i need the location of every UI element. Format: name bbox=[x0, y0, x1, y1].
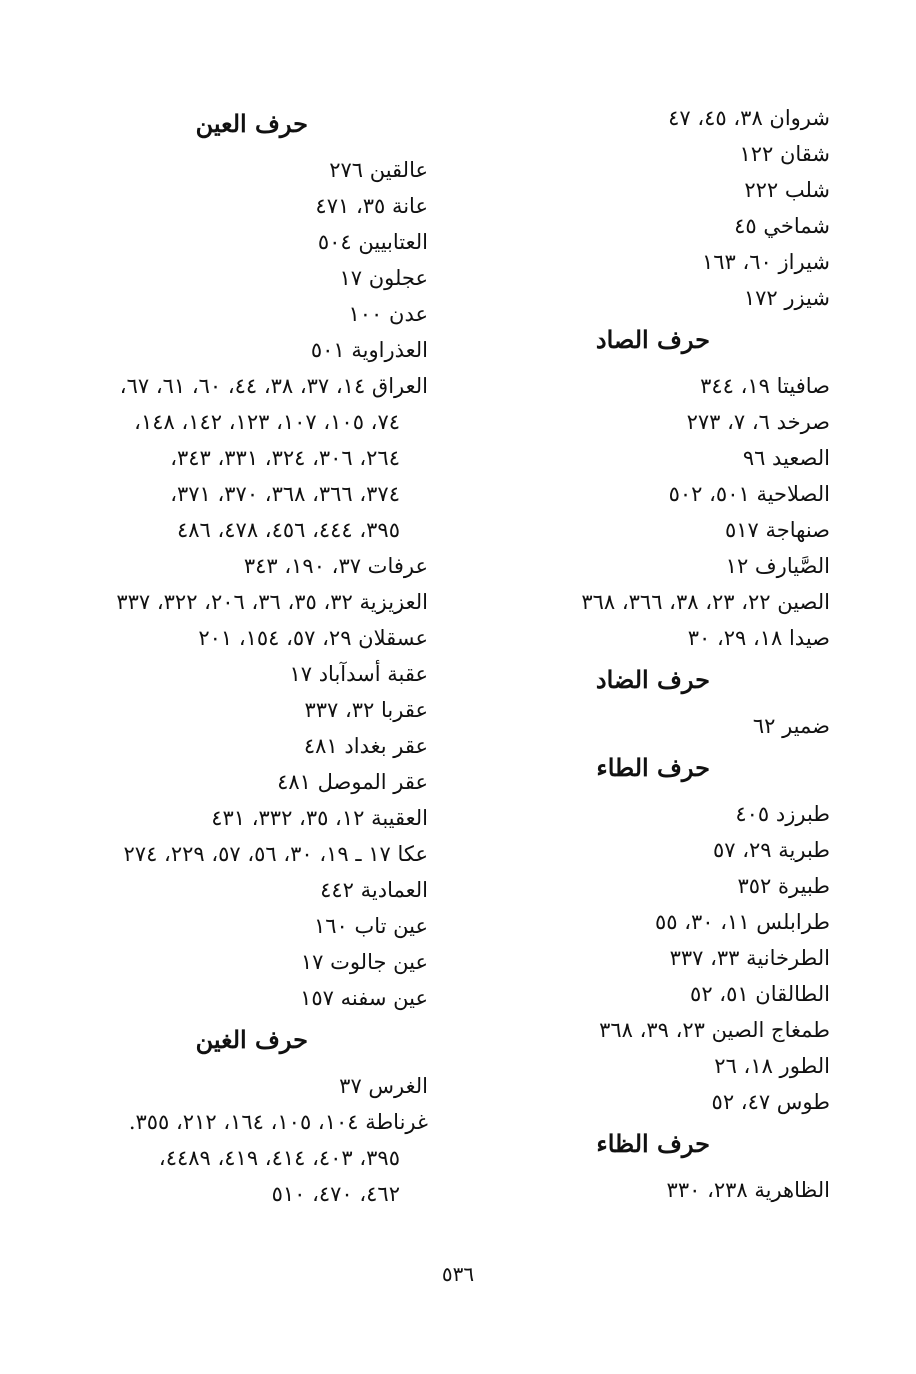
index-entry: عقر بغداد ٤٨١ bbox=[303, 734, 428, 758]
block-ta-entries bbox=[520, 796, 830, 1120]
section-heading-za: حرف الظاء bbox=[596, 1129, 710, 1158]
index-entry: العقيبة ١٢، ٣٥، ٣٣٢، ٤٣١ bbox=[211, 806, 428, 830]
index-entry: شيراز ٦٠، ١٦٣ bbox=[701, 250, 830, 274]
index-entry: عسقلان ٢٩، ٥٧، ١٥٤، ٢٠١ bbox=[198, 626, 428, 650]
left-column bbox=[60, 100, 428, 1212]
index-entry: عانة ٣٥، ٤٧١ bbox=[315, 194, 428, 218]
block-shin-entries bbox=[520, 100, 830, 316]
section-heading-ghain: حرف الغين bbox=[195, 1025, 308, 1054]
index-entry: العذراوية ٥٠١ bbox=[310, 338, 428, 362]
block-ghain-entries bbox=[60, 1068, 428, 1212]
block-sad-entries bbox=[520, 368, 830, 656]
index-entry: الصين ٢٢، ٢٣، ٣٨، ٣٦٦، ٣٦٨ bbox=[581, 590, 830, 614]
index-entry: الصَّيارف ١٢ bbox=[725, 554, 830, 578]
section-heading-dad: حرف الضاد bbox=[595, 665, 710, 694]
index-entry: غرناطة ١٠٤، ١٠٥، ١٦٤، ٢١٢، ٣٥٥. bbox=[128, 1110, 428, 1134]
index-entry-continuation: ٢٦٤، ٣٠٦، ٣٢٤، ٣٣١، ٣٤٣، bbox=[170, 446, 400, 470]
index-entry: صنهاجة ٥١٧ bbox=[724, 518, 830, 542]
block-za-entries bbox=[520, 1172, 830, 1208]
index-entry: شروان ٣٨، ٤٥، ٤٧ bbox=[668, 106, 830, 130]
index-entry: العراق ١٤، ٣٧، ٣٨، ٤٤، ٦٠، ٦١، ٦٧، bbox=[119, 374, 428, 398]
index-entry-continuation: ٤٦٢، ٤٧٠، ٥١٠ bbox=[271, 1182, 400, 1206]
index-entry: العمادية ٤٤٢ bbox=[320, 878, 428, 902]
index-entry: شقان ١٢٢ bbox=[739, 142, 830, 166]
index-entry: الصعيد ٩٦ bbox=[742, 446, 830, 470]
index-entry: شيزر ١٧٢ bbox=[743, 286, 830, 310]
right-column bbox=[520, 100, 830, 1208]
index-entry: صافيتا ١٩، ٣٤٤ bbox=[700, 374, 830, 398]
index-entry: الطالقان ٥١، ٥٢ bbox=[690, 982, 830, 1006]
index-entry: عكا ١٧ ـ ١٩، ٣٠، ٥٦، ٥٧، ٢٢٩، ٢٧٤ bbox=[123, 842, 428, 866]
index-entry-continuation: ٣٩٥، ٤٠٣، ٤١٤، ٤١٩، ٤٤٨٩، bbox=[158, 1146, 400, 1170]
index-entry: الطور ١٨، ٢٦ bbox=[714, 1054, 830, 1078]
index-entry: الغرس ٣٧ bbox=[339, 1074, 428, 1098]
index-entry: طبيرة ٣٥٢ bbox=[737, 874, 830, 898]
index-entry: شلب ٢٢٢ bbox=[744, 178, 830, 202]
index-entry-continuation: ٧٤، ١٠٥، ١٠٧، ١٢٣، ١٤٢، ١٤٨، bbox=[134, 410, 400, 434]
index-entry: طبرزد ٤٠٥ bbox=[735, 802, 830, 826]
index-entry: طبرية ٢٩، ٥٧ bbox=[713, 838, 830, 862]
index-entry: عقر الموصل ٤٨١ bbox=[277, 770, 428, 794]
index-entry: عين تاب ١٦٠ bbox=[313, 914, 428, 938]
index-entry: طرابلس ١١، ٣٠، ٥٥ bbox=[655, 910, 830, 934]
index-entry: شماخي ٤٥ bbox=[734, 214, 830, 238]
index-entry: عجلون ١٧ bbox=[339, 266, 428, 290]
index-entry: طوس ٤٧، ٥٢ bbox=[711, 1090, 830, 1114]
index-entry: العتابيين ٥٠٤ bbox=[317, 230, 428, 254]
section-heading-ta: حرف الطاء bbox=[596, 753, 710, 782]
index-entry: صرخد ٦، ٧، ٢٧٣ bbox=[686, 410, 830, 434]
index-entry-continuation: ٣٧٤، ٣٦٦، ٣٦٨، ٣٧٠، ٣٧١، bbox=[170, 482, 400, 506]
index-entry: الصلاحية ٥٠١، ٥٠٢ bbox=[668, 482, 830, 506]
index-entry: عالقين ٢٧٦ bbox=[329, 158, 428, 182]
block-dad-entries bbox=[520, 708, 830, 744]
index-entry: صيدا ١٨، ٢٩، ٣٠ bbox=[687, 626, 830, 650]
index-entry-continuation: ٣٩٥، ٤٤٤، ٤٥٦، ٤٧٨، ٤٨٦ bbox=[176, 518, 400, 542]
index-entry: عين سفنه ١٥٧ bbox=[300, 986, 428, 1010]
index-entry: طمغاج الصين ٢٣، ٣٩، ٣٦٨ bbox=[599, 1018, 830, 1042]
page-number: ٥٣٦ bbox=[441, 1262, 475, 1286]
index-entry: ضمير ٦٢ bbox=[752, 714, 830, 738]
section-heading-sad: حرف الصاد bbox=[595, 325, 710, 354]
block-ain-entries bbox=[60, 152, 428, 1016]
index-entry: عقبة أسدآباد ١٧ bbox=[289, 662, 428, 686]
index-entry: عرفات ٣٧، ١٩٠، ٣٤٣ bbox=[243, 554, 428, 578]
index-entry: عين جالوت ١٧ bbox=[300, 950, 428, 974]
index-entry: عقربا ٣٢، ٣٣٧ bbox=[304, 698, 428, 722]
index-entry: الطرخانية ٣٣، ٣٣٧ bbox=[669, 946, 830, 970]
index-entry: عدن ١٠٠ bbox=[348, 302, 428, 326]
index-entry: الظاهرية ٢٣٨، ٣٣٠ bbox=[666, 1178, 830, 1202]
index-entry: العزيزية ٣٢، ٣٥، ٣٦، ٢٠٦، ٣٢٢، ٣٣٧ bbox=[116, 590, 428, 614]
section-heading-ain: حرف العين bbox=[195, 109, 308, 138]
